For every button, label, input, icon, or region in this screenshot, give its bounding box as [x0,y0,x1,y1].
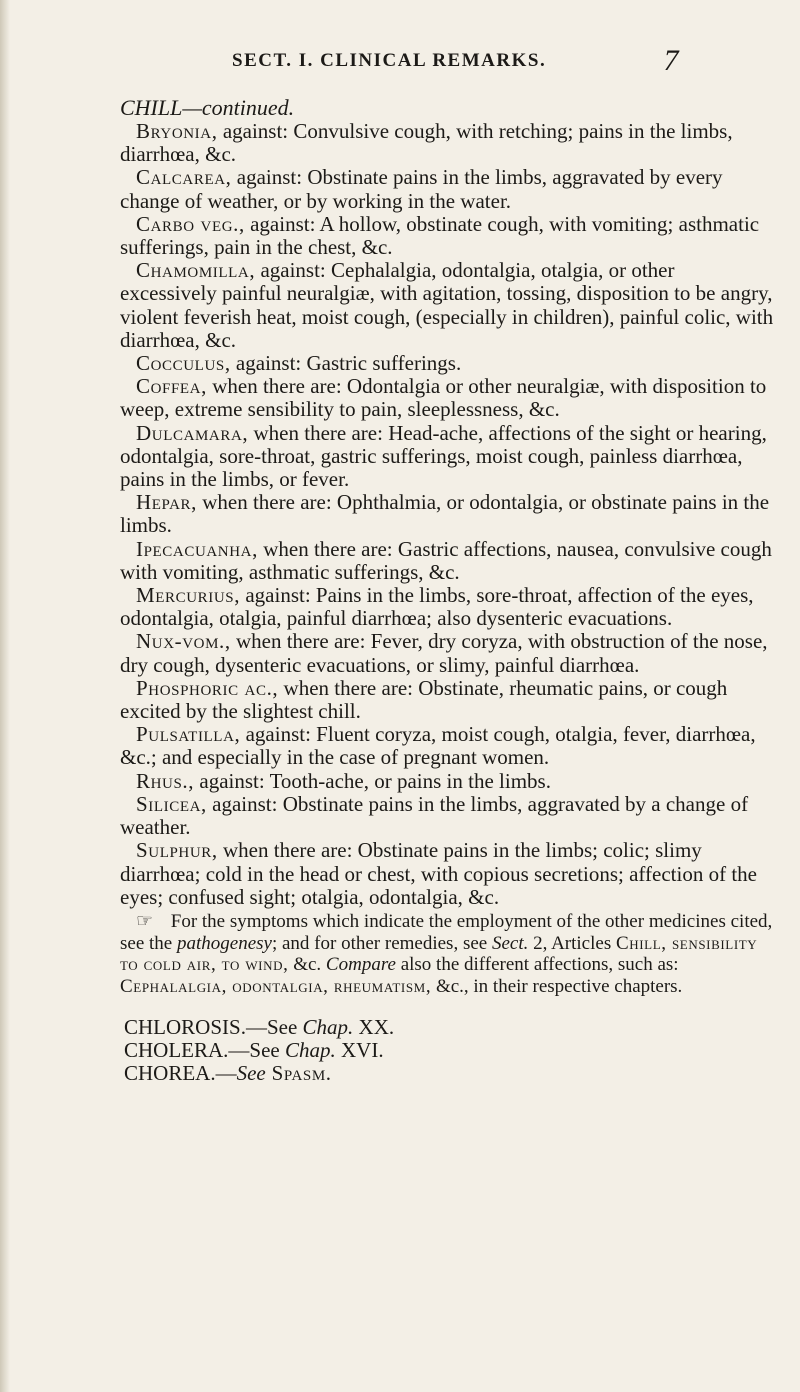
remedy-list [20,120,776,909]
page-number: 7 [663,44,680,77]
remedy-name: Silicea, [136,791,207,816]
remedy-name: Pulsatilla, [136,722,241,747]
cross-ref-see: —See [245,1015,303,1040]
remedy-text: against: Obstinate pains in the limbs, aggravated by a change of weather. [120,791,749,840]
note-italic: pathogenesy [176,932,272,954]
note-smallcaps: Chill, sensibility to cold air, to wind, [120,932,758,976]
cross-ref-target: Chap. [302,1015,354,1040]
section-heading: CHILL—continued. [120,95,295,120]
cross-reference-line [20,1062,776,1085]
remedy-name: Hepar, [136,490,197,515]
remedy-text: against: A hollow, obstinate cough, with vomiting; asthmatic sufferings, pain in the chest, &c. [120,211,760,260]
remedy-entry [20,839,776,909]
note-italic: Compare [325,954,396,976]
remedy-text: against: Cephalalgia, odontalgia, otalgia, or other excessively painful neuralgiæ, with agitation, tossing, disposition to be angry, violent feverish heat, moist cough, (especially in children), painful colic, with diarrhœa, &c. [120,258,774,352]
cross-ref-target: Chap. [285,1038,336,1063]
remedy-entry [20,770,776,793]
remedy-entry [20,375,776,421]
remedy-name: Mercurius, [136,583,241,608]
note-text: also the different affections, such as: [395,954,679,976]
remedy-name: Carbo veg., [136,211,245,236]
remedy-text: when there are: Obstinate, rheumatic pains, or cough excited by the slightest chill. [120,675,728,724]
remedy-text: when there are: Gastric affections, nausea, convulsive cough with vomiting, asthmatic sufferings, &c. [120,536,772,584]
remedy-text: against: Obstinate pains in the limbs, aggravated by every change of weather, or by working in the water. [120,165,723,213]
remedy-text: against: Tooth-ache, or pains in the limbs. [194,768,551,793]
remedy-name: Sulphur, [136,838,218,863]
note-text: &c. [288,954,326,976]
remedy-entry [20,166,776,212]
remedy-name: Nux-vom., [136,629,231,654]
remedy-name: Ipecacuanha, [136,536,258,561]
cross-ref-number: XX. [353,1015,395,1040]
remedy-entry [20,213,776,259]
remedy-name: Chamomilla, [136,258,256,283]
remedy-entry [20,538,776,584]
remedy-entry [20,723,776,769]
page-body [20,96,776,1085]
remedy-entry [20,120,776,166]
cross-references [20,1016,776,1085]
cross-ref-number: Spasm. [265,1061,332,1086]
remedy-name: Bryonia, [136,119,218,143]
note-text: For the symptoms which indicate the employment of the other medicines cited, see the [120,910,773,954]
remedy-text: when there are: Head-ache, affections of the sight or hearing, odontalgia, sore-throat, gastric sufferings, moist cough, painless diarrhœa, pains in the limbs, or fever. [120,420,767,492]
remedy-text: against: Fluent coryza, moist cough, otalgia, fever, diarrhœa, &c.; and especially in the case of pregnant women. [120,722,756,770]
remedy-text: against: Convulsive cough, with retching; pains in the limbs, diarrhœa, &c. [120,119,733,167]
note-italic: Sect. [491,932,529,954]
remedy-name: Phosphoric ac., [136,675,279,700]
remedy-name: Rhus., [136,768,195,793]
note-smallcaps: Cephalalgia, odontalgia, rheumatism, [120,975,432,997]
remedy-text: when there are: Odontalgia or other neuralgiæ, with disposition to weep, extreme sensibility to pain, sleeplessness, &c. [120,374,767,422]
cross-reference-line [20,1016,776,1039]
remedy-text: when there are: Ophthalmia, or odontalgia, or obstinate pains in the limbs. [120,490,770,538]
footnote-paragraph [20,911,776,997]
note-text: &c., in their respective chapters. [431,975,683,997]
cross-ref-see: —See [228,1038,285,1063]
remedy-entry [20,422,776,492]
cross-reference-line [20,1039,776,1062]
remedy-entry [20,352,776,375]
remedy-entry [20,584,776,630]
cross-ref-term: CHOLERA. [124,1038,229,1063]
page-gutter-shadow [0,0,10,1392]
remedy-name: Cocculus, [136,351,231,376]
note-text: ; and for other remedies, see [271,932,492,954]
remedy-text: when there are: Obstinate pains in the limbs; colic; slimy diarrhœa; cold in the head or chest, with copious secretions; affection of the eyes; confused sight; otalgia, odontalgia, &c. [120,838,757,909]
remedy-entry [20,677,776,723]
cross-ref-see: — [215,1061,237,1086]
remedy-entry [20,793,776,839]
running-head-title: SECT. I. CLINICAL REMARKS. [232,50,547,71]
remedy-entry [20,491,776,537]
cross-ref-number: XVI. [335,1038,384,1063]
remedy-name: Coffea, [136,374,207,399]
remedy-text: against: Pains in the limbs, sore-throat, affection of the eyes, odontalgia, otalgia, painful diarrhœa; also dysenteric evacuations. [120,583,754,631]
cross-ref-term: CHOREA. [124,1061,216,1086]
cross-ref-term: CHLOROSIS. [124,1015,246,1040]
remedy-entry [20,630,776,676]
remedy-text: when there are: Fever, dry coryza, with obstruction of the nose, dry cough, dysenteric evacuations, or slimy, painful diarrhœa. [120,629,768,677]
note-text: 2, Articles [528,932,616,954]
remedy-entry [20,259,776,352]
remedy-text: against: Gastric sufferings. [230,351,462,376]
remedy-name: Calcarea, [136,165,232,190]
cross-ref-target: See [236,1061,266,1086]
remedy-name: Dulcamara, [136,420,249,445]
pointing-hand-icon: ☞ [136,910,154,932]
